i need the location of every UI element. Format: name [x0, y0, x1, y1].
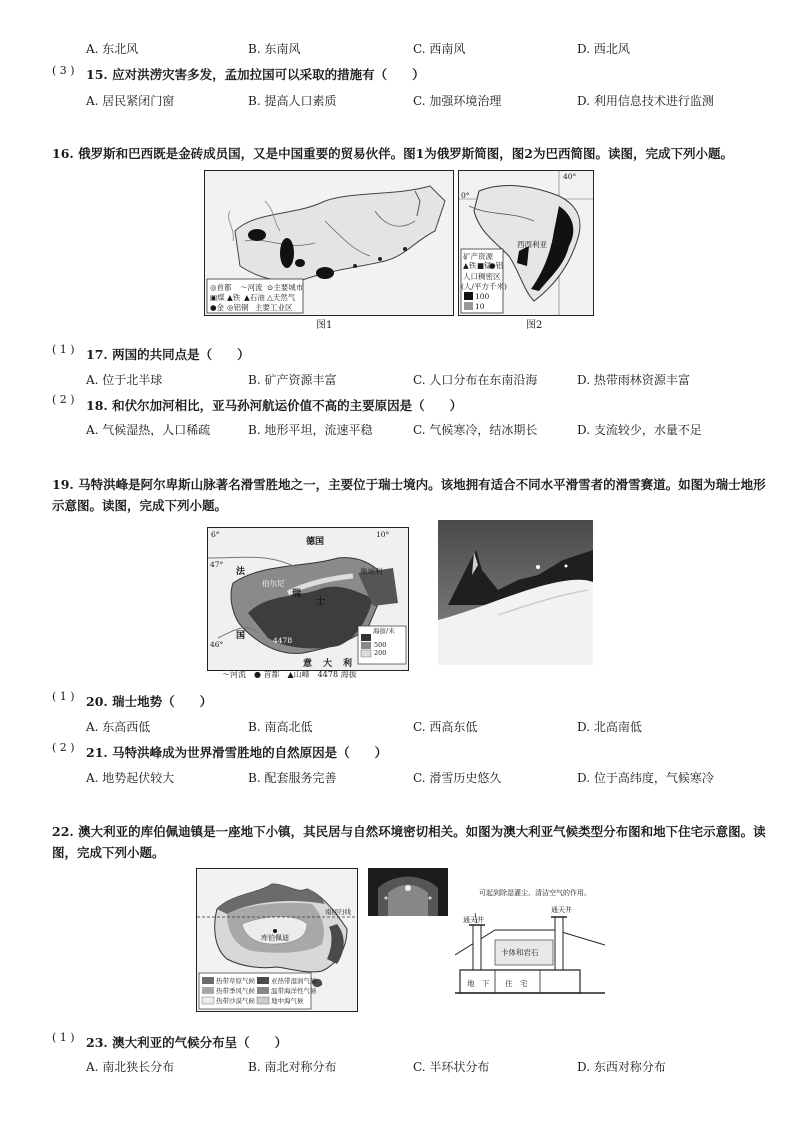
- legend-item: 地中海气候: [271, 997, 304, 1005]
- capital-label: 伯尔尼: [262, 579, 285, 588]
- q21-option-c: C. 滑雪历史悠久: [413, 771, 502, 785]
- question-22-intro-line-2: 图，完成下列小题。: [52, 845, 165, 860]
- legend-item: ●铝: [489, 261, 504, 270]
- q15-option-d: D. 利用信息技术进行监测: [577, 94, 714, 108]
- australia-climate-map: [196, 868, 358, 1012]
- q20-option-d: D. 北高南低: [577, 720, 642, 734]
- figure-2-caption: 图2: [526, 320, 543, 331]
- rock-label: 卡体和岩石: [501, 948, 539, 957]
- q21-option-a: A. 地势起伏较大: [86, 771, 175, 785]
- legend-item: 矿产资源: [463, 252, 493, 261]
- legend-item: ●金: [210, 303, 225, 312]
- q23-option-d: D. 东西对称分布: [577, 1060, 666, 1074]
- q21-option-d: D. 位于高纬度，气候寒冷: [577, 771, 714, 785]
- q20-option-a: A. 东高西低: [86, 720, 151, 734]
- legend-title: 海拔/米: [373, 627, 395, 635]
- q23-option-b: B. 南北对称分布: [248, 1060, 337, 1074]
- legend-item: 热带沙漠气候: [216, 997, 255, 1005]
- underground-label: 地 下: [467, 979, 490, 988]
- q18-option-b: B. 地形平坦，流速平稳: [248, 423, 373, 437]
- legend-item: ⊙主要城市: [267, 283, 304, 292]
- legend-value: 200: [374, 649, 387, 657]
- legend-item: 10: [475, 302, 485, 311]
- legend-item: △天然气: [267, 293, 296, 302]
- legend-item: ◎铝铜: [227, 303, 249, 312]
- matterhorn-photo-drawing: [438, 520, 593, 665]
- legend-item: ■锰: [477, 261, 492, 270]
- country-label: 法: [236, 567, 246, 577]
- q21-option-b: B. 配套服务完善: [248, 771, 337, 785]
- country-label: 奥地利: [360, 567, 383, 576]
- longitude-label: 6°: [211, 530, 220, 539]
- latitude-label: 46°: [210, 640, 224, 649]
- question-16-intro: 16. 俄罗斯和巴西既是金砖成员国，又是中国重要的贸易伙伴。图1为俄罗斯简图，图2为巴西简图。读图，完成下列小题。: [52, 146, 733, 161]
- country-label: 西西利亚: [517, 240, 547, 249]
- question-19-intro-line-1: 19. 马特洪峰是阿尔卑斯山脉著名滑雪胜地之一，主要位于瑞士境内。该地拥有适合不同水平滑雪者的滑雪赛道。如图为瑞士地形: [52, 477, 766, 492]
- country-label: 利: [343, 659, 353, 669]
- legend-item: 亚热带湿润气候: [271, 977, 317, 985]
- legend-item: 100: [475, 292, 490, 301]
- sub-question-number: ( 2 ): [52, 741, 75, 754]
- latitude-label: 0°: [461, 191, 470, 200]
- option-a: A. 东北风: [86, 42, 139, 56]
- russia-map-figure: [204, 170, 454, 316]
- shaft-label: 通天井: [463, 916, 484, 924]
- tropic-label: 南回归线: [325, 908, 351, 916]
- town-label: 库伯佩迪: [261, 934, 289, 942]
- q15-option-c: C. 加强环境治理: [413, 94, 502, 108]
- legend-item: 主要工业区: [255, 303, 293, 312]
- legend-item: 热带季风气候: [216, 987, 255, 995]
- question-17-stem: 17. 两国的共同点是（ ）: [86, 347, 250, 362]
- legend-item: (人/平方千米): [461, 282, 507, 291]
- q17-option-c: C. 人口分布在东南沿海: [413, 373, 538, 387]
- sub-question-number: ( 1 ): [52, 690, 75, 703]
- switzerland-map-figure: [207, 527, 409, 671]
- q20-option-c: C. 西高东低: [413, 720, 478, 734]
- underground-room-photo-drawing: [368, 868, 448, 916]
- q17-option-b: B. 矿产资源丰富: [248, 373, 337, 387]
- legend-item: ▲铁: [463, 261, 477, 270]
- brazil-map-figure: [458, 170, 594, 316]
- sub-question-number: ( 1 ): [52, 343, 75, 356]
- question-20-stem: 20. 瑞士地势（ ）: [86, 694, 213, 709]
- legend-item: ◎首都: [210, 283, 232, 292]
- legend-item: ▲铁: [227, 293, 241, 302]
- country-label: 瑞: [292, 589, 302, 599]
- underground-house-diagram: [455, 885, 605, 1007]
- figure-1-caption: 图1: [316, 320, 333, 331]
- q18-option-d: D. 支流较少，水量不足: [577, 423, 702, 437]
- country-label: 德国: [306, 537, 325, 547]
- legend-swatch: [464, 292, 473, 300]
- legend-item: ▲石油: [244, 293, 265, 302]
- legend-item: ▣煤: [210, 293, 225, 302]
- question-21-stem: 21. 马特洪峰成为世界滑雪胜地的自然原因是（ ）: [86, 745, 388, 760]
- country-label: 意: [303, 659, 313, 669]
- sub-question-number: ( 3 ): [52, 64, 75, 77]
- underground-room-photo: [368, 868, 448, 916]
- longitude-label: 10°: [376, 530, 390, 539]
- map-legend: ～河流 ● 首都 ▲山峰 4478 海拔: [222, 670, 357, 679]
- question-22-intro-line-1: 22. 澳大利亚的库伯佩迪镇是一座地下小镇，其民居与自然环境密切相关。如图为澳大利亚气候类型分布图和地下住宅示意图。读: [52, 824, 766, 839]
- sub-question-number: ( 2 ): [52, 393, 75, 406]
- q15-option-a: A. 居民紧闭门窗: [86, 94, 175, 108]
- question-19-intro-line-2: 示意图。读图，完成下列小题。: [52, 498, 228, 513]
- russia-map: [205, 171, 453, 315]
- legend-value: 500: [374, 641, 387, 649]
- q18-option-c: C. 气候寒冷，结冰期长: [413, 423, 538, 437]
- q15-option-b: B. 提高人口素质: [248, 94, 337, 108]
- country-label: 大: [323, 659, 333, 669]
- question-18-stem: 18. 和伏尔加河相比，亚马孙河航运价值不高的主要原因是（ ）: [86, 398, 463, 413]
- legend-swatch: [464, 302, 473, 310]
- question-23-stem: 23. 澳大利亚的气候分布呈（ ）: [86, 1035, 288, 1050]
- latitude-label: 47°: [210, 560, 224, 569]
- house-label: 住 宅: [505, 979, 528, 988]
- question-15-stem: 15. 应对洪涝灾害多发，孟加拉国可以采取的措施有（ ）: [86, 67, 425, 82]
- legend-item: 热带草原气候: [216, 977, 255, 985]
- sub-question-number: ( 1 ): [52, 1031, 75, 1044]
- country-label: 士: [316, 597, 326, 607]
- longitude-label: 40°: [563, 172, 577, 181]
- q23-option-c: C. 半环状分布: [413, 1060, 490, 1074]
- matterhorn-photo: [438, 520, 593, 665]
- legend-item: ～河流: [240, 283, 263, 292]
- q23-option-a: A. 南北狭长分布: [86, 1060, 175, 1074]
- peak-elevation-label: 4478: [273, 636, 293, 645]
- option-d: D. 西北风: [577, 42, 630, 56]
- diagram-note: 可起到除湿灌尘、清洁空气的作用。: [479, 889, 591, 897]
- legend-item: 温带海洋性气候: [271, 987, 317, 995]
- option-b: B. 东南风: [248, 42, 301, 56]
- q17-option-d: D. 热带雨林资源丰富: [577, 373, 690, 387]
- legend-item: 人口稠密区: [463, 272, 501, 281]
- q18-option-a: A. 气候湿热，人口稀疏: [86, 423, 211, 437]
- country-label: 国: [236, 631, 246, 641]
- shaft-label: 通天井: [551, 906, 572, 914]
- q17-option-a: A. 位于北半球: [86, 373, 163, 387]
- q20-option-b: B. 南高北低: [248, 720, 313, 734]
- option-c: C. 西南风: [413, 42, 466, 56]
